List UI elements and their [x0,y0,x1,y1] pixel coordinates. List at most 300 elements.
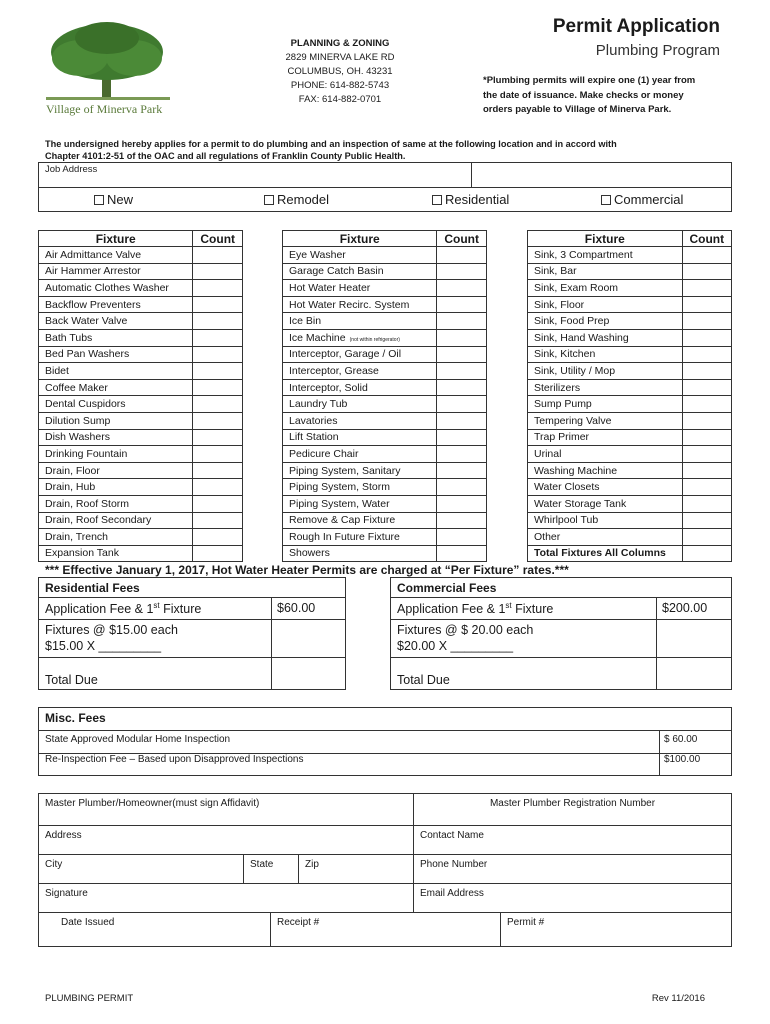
app-fee-sup: st [505,601,512,610]
address-label: Address [45,830,82,841]
city-field[interactable] [38,854,244,884]
fixture-label: Drain, Floor [45,464,100,477]
fixture-count-input[interactable] [682,462,731,479]
fixture-row [39,280,243,297]
fixture-count-input[interactable] [193,363,243,380]
office-fax: FAX: 614-882-0701 [298,94,382,105]
type-remodel-checkbox[interactable] [264,192,329,207]
fixture-table-1 [38,230,243,562]
fixture-row [39,379,243,396]
fixture-count-input[interactable] [193,379,243,396]
fixture-name [283,379,437,396]
fixture-name [283,479,437,496]
fixture-label: Bed Pan Washers [45,348,130,361]
type-new-label: New [107,192,134,207]
count-header: Count [193,231,243,247]
fixture-row [283,479,487,496]
fixture-row [528,280,732,297]
app-fee-sup: st [153,601,160,610]
fixture-row [528,495,732,512]
fixture-row [39,545,243,562]
effective-note: *** Effective January 1, 2017, Hot Water Heater Permits are charged at “Per Fixture” rates.*** [45,563,569,577]
fixture-label: Interceptor, Grease [289,364,379,377]
misc-fees-title: Misc. Fees [45,711,106,725]
fixture-count-input[interactable] [437,247,487,264]
fixture-label: Sink, 3 Compartment [534,248,633,261]
fixture-name [528,346,683,363]
commercial-app-fee-label [397,601,553,616]
fixture-name [39,462,193,479]
fixture-row [283,462,487,479]
fixture-name [39,329,193,346]
office-street: 2829 MINERVA LAKE RD [285,52,395,63]
fixture-row [39,479,243,496]
fixture-label: Whirlpool Tub [534,514,599,527]
fixture-name [39,280,193,297]
fixture-count-input[interactable] [437,412,487,429]
fixture-row [528,529,732,546]
residential-fees [38,577,346,692]
fixture-row [283,495,487,512]
type-new-checkbox[interactable] [94,192,133,207]
fixture-name [283,247,437,264]
fixture-header: Fixture [528,231,683,247]
fixture-row [528,412,732,429]
fixture-name [283,329,437,346]
expire-note [483,74,733,118]
fixture-count-input[interactable] [437,446,487,463]
date-issued-field[interactable] [38,912,271,947]
ice-machine-note: (not within refrigerator) [349,336,400,343]
phone-number-field[interactable] [413,854,732,884]
fixture-count-input[interactable] [682,379,731,396]
fixture-count-input[interactable] [682,296,731,313]
fixture-row [528,512,732,529]
fixture-name [39,446,193,463]
signature-field[interactable] [38,883,414,913]
fixture-name [39,412,193,429]
commercial-fees [390,577,732,692]
fixture-label: Sink, Hand Washing [534,331,629,344]
fixture-label: Dilution Sump [45,414,111,427]
fixture-row [528,346,732,363]
fixture-count-input[interactable] [437,329,487,346]
fixture-label: Laundry Tub [289,398,348,411]
fixture-row [283,529,487,546]
fixture-row [528,263,732,280]
fixture-name [39,479,193,496]
app-fee-text: Application Fee & 1 [397,602,506,617]
job-address-label: Job Address [45,164,98,175]
expire-note-line: orders payable to Village of Minerva Park. [483,104,672,115]
fixture-count-input[interactable] [193,263,243,280]
fixture-row [283,346,487,363]
fixture-name [528,313,683,330]
fixture-count-input[interactable] [193,412,243,429]
master-plumber-label: Master Plumber/Homeowner(must sign Affidavit) [45,798,260,809]
fixture-label: Bath Tubs [45,331,93,344]
fixture-name [39,296,193,313]
fixture-count-input[interactable] [437,462,487,479]
fixture-count-input[interactable] [437,263,487,280]
commercial-fixtures-line: Fixtures @ $ 20.00 each [397,623,534,637]
fixture-label: Washing Machine [534,464,618,477]
fixture-label: Other [534,530,561,543]
fixture-row [528,329,732,346]
fixture-label: Piping System, Sanitary [289,464,401,477]
fixture-count-input[interactable] [193,545,243,562]
app-fee-text: Application Fee & 1 [45,602,154,617]
fixture-row [283,545,487,562]
fixture-name [528,296,683,313]
job-address-box[interactable] [38,162,732,188]
fixture-name [528,280,683,297]
fixture-name [283,313,437,330]
fixture-name [283,280,437,297]
fixture-name [528,263,683,280]
zip-field[interactable] [298,854,414,884]
fixture-name [39,396,193,413]
fixture-count-input[interactable] [193,495,243,512]
residential-app-fee: $60.00 [277,601,316,615]
residential-fixtures-line: Fixtures @ $15.00 each [45,623,178,637]
fixture-row [39,512,243,529]
registration-number-field[interactable] [413,793,732,826]
fixture-count-input[interactable] [682,545,731,562]
fixture-count-input[interactable] [193,512,243,529]
fixture-count-input[interactable] [437,512,487,529]
fixture-count-input[interactable] [193,329,243,346]
fixture-row [283,313,487,330]
fixture-label: Dental Cuspidors [45,398,126,411]
fixture-row [283,379,487,396]
fixture-name [39,545,193,562]
fixture-name [283,429,437,446]
fixture-name [39,346,193,363]
fixture-row [39,529,243,546]
office-phone: PHONE: 614-882-5743 [290,80,390,91]
registration-number-label: Master Plumber Registration Number [489,798,656,809]
fixture-label: Expansion Tank [45,547,119,560]
fixture-name [283,545,437,562]
fixture-name [528,379,683,396]
fixture-label: Interceptor, Garage / Oil [289,348,402,361]
fixture-name [528,412,683,429]
fixture-count-input[interactable] [437,296,487,313]
fixture-count-input[interactable] [193,429,243,446]
fixture-label: Sump Pump [534,398,592,411]
fixture-row [528,247,732,264]
fixture-count-input[interactable] [193,296,243,313]
commercial-app-fee: $200.00 [662,601,708,615]
fixture-count-input[interactable] [437,379,487,396]
fixture-row [283,263,487,280]
fixture-table-3 [527,230,732,562]
fixture-row [283,396,487,413]
email-field[interactable] [413,883,732,913]
fixture-name [39,363,193,380]
fixture-row [39,329,243,346]
fixture-label: Tempering Valve [534,414,612,427]
fixture-count-input[interactable] [682,495,731,512]
fixture-label: Backflow Preventers [45,298,141,311]
city-label: City [45,859,63,870]
receipt-label: Receipt # [277,917,320,928]
page-subtitle: Plumbing Program [595,42,720,59]
fixture-count-input[interactable] [437,396,487,413]
residential-app-fee-label [45,601,201,616]
fixture-label: Sink, Exam Room [534,281,619,294]
fixture-name [283,346,437,363]
fixture-name [528,545,683,562]
fixture-header: Fixture [39,231,193,247]
fixture-count-input[interactable] [437,429,487,446]
misc-fee-label: State Approved Modular Home Inspection [45,734,231,745]
fixture-label: Ice Machine [289,331,346,344]
fixture-label: Drain, Roof Storm [45,497,130,510]
residential-total-input[interactable] [272,658,346,690]
fixture-label: Showers [289,547,330,560]
fixture-name [283,263,437,280]
type-commercial-label: Commercial [614,192,684,207]
fixture-row [528,396,732,413]
fixture-label: Total Fixtures All Columns [534,547,666,560]
fixture-row [39,495,243,512]
fixture-count-input[interactable] [682,479,731,496]
commercial-fees-title: Commercial Fees [397,581,497,595]
fixture-count-input[interactable] [682,429,731,446]
footer-left: PLUMBING PERMIT [45,993,134,1004]
count-header: Count [437,231,487,247]
fixture-label: Hot Water Recirc. System [289,298,410,311]
type-remodel-label: Remodel [277,192,330,207]
fixture-row [39,263,243,280]
fixture-label: Trap Primer [534,431,590,444]
fixture-label: Back Water Valve [45,315,128,328]
phone-number-label: Phone Number [420,859,488,870]
type-residential-checkbox[interactable] [432,192,509,207]
fixture-row [39,396,243,413]
fixture-name [528,529,683,546]
fixture-row [39,296,243,313]
fixture-name [283,363,437,380]
type-residential-label: Residential [445,192,510,207]
commercial-fixtures-input[interactable]: $20.00 X _________ [397,639,514,653]
fixture-label: Sterilizers [534,381,581,394]
fixture-label: Ice Bin [289,315,322,328]
fixture-label: Sink, Kitchen [534,348,596,361]
fixture-label: Air Hammer Arrestor [45,265,141,278]
fixture-count-input[interactable] [682,280,731,297]
fixture-label: Lavatories [289,414,338,427]
fixture-row [528,313,732,330]
fixture-count-input[interactable] [682,263,731,280]
date-issued-label: Date Issued [61,917,115,928]
fixture-row [283,446,487,463]
app-fee-text: Fixture [511,602,554,617]
app-fee-text: Fixture [159,602,202,617]
fixture-name [283,462,437,479]
fixture-row [528,296,732,313]
fixture-row [528,479,732,496]
fixture-row [283,363,487,380]
fixture-count-input[interactable] [437,363,487,380]
fixture-label: Water Storage Tank [534,497,627,510]
fixture-label: Air Admittance Valve [45,248,142,261]
fixture-count-input[interactable] [193,313,243,330]
office-dept: PLANNING & ZONING [290,38,390,49]
fixture-count-input[interactable] [193,529,243,546]
misc-fee-label: Re-Inspection Fee – Based upon Disapproved Inspections [45,754,304,765]
fixture-name [528,446,683,463]
office-info [270,37,410,107]
fixture-label: Garage Catch Basin [289,265,384,278]
fixture-label: Bidet [45,364,69,377]
fixture-count-input[interactable] [437,545,487,562]
fixture-name [528,396,683,413]
permit-number-label: Permit # [507,917,545,928]
fixture-label: Water Closets [534,481,600,494]
master-plumber-field[interactable] [38,793,414,826]
permit-number-field[interactable] [500,912,732,947]
fixture-label: Coffee Maker [45,381,108,394]
expire-note-line: the date of issuance. Make checks or money [483,89,684,101]
village-logo [40,20,175,120]
fixture-label: Urinal [534,447,562,460]
fixture-label: Drain, Roof Secondary [45,514,152,527]
fixture-name [528,363,683,380]
fixture-row [39,247,243,264]
fixture-row [528,462,732,479]
permit-type-row [38,188,732,212]
fixture-label: Sink, Floor [534,298,585,311]
misc-fees [38,707,732,776]
fixture-row [39,429,243,446]
fixture-count-input[interactable] [437,313,487,330]
fixture-count-input[interactable] [437,479,487,496]
zip-label: Zip [305,859,319,870]
fixture-label: Pedicure Chair [289,447,359,460]
fixture-label: Automatic Clothes Washer [45,281,169,294]
fixture-label: Sink, Utility / Mop [534,364,616,377]
fixture-row [283,429,487,446]
fixture-count-input[interactable] [437,529,487,546]
misc-fee-value: $ 60.00 [664,734,698,745]
fixture-name [283,296,437,313]
fixture-row [528,363,732,380]
fixture-count-input[interactable] [437,346,487,363]
fixture-label: Hot Water Heater [289,281,371,294]
expire-note-line: *Plumbing permits will expire one (1) year from [483,75,696,86]
fixture-count-input[interactable] [193,446,243,463]
fixture-count-input[interactable] [682,512,731,529]
fixture-count-input[interactable] [682,329,731,346]
fixture-count-input[interactable] [437,280,487,297]
residential-total-label: Total Due [45,673,98,687]
fixture-row [39,313,243,330]
fixture-label: Sink, Food Prep [534,315,610,328]
fixture-count-input[interactable] [682,247,731,264]
fixture-name [528,512,683,529]
state-field[interactable] [243,854,299,884]
fixture-name [528,495,683,512]
address-field[interactable] [38,825,414,855]
fixture-name [283,495,437,512]
page-title: Permit Application [552,16,720,37]
fixture-name [528,247,683,264]
fixture-row [528,429,732,446]
fixture-count-input[interactable] [682,412,731,429]
fixture-name [528,462,683,479]
logo-name: Village of Minerva Park [46,102,163,116]
fixture-row [39,446,243,463]
fixture-name [39,512,193,529]
type-commercial-checkbox[interactable] [601,192,683,207]
fixture-header: Fixture [283,231,437,247]
fixture-count-input[interactable] [193,346,243,363]
fixture-name [39,495,193,512]
fixture-row [39,412,243,429]
fixture-name [528,429,683,446]
misc-fee-value: $100.00 [664,754,701,765]
email-label: Email Address [420,888,484,899]
fixture-count-input[interactable] [682,446,731,463]
fixture-name [528,329,683,346]
fixture-name [39,379,193,396]
fixture-name [528,479,683,496]
fixture-count-input[interactable] [193,280,243,297]
tree-icon [40,20,175,102]
count-header: Count [682,231,731,247]
receipt-field[interactable] [270,912,501,947]
fixture-row [283,280,487,297]
fixture-count-input[interactable] [682,529,731,546]
fixture-name [39,263,193,280]
fixture-count-input[interactable] [193,247,243,264]
fixture-row [283,247,487,264]
fixture-name [39,529,193,546]
fixture-name [283,512,437,529]
fixture-count-input[interactable] [682,396,731,413]
fixture-label: Sink, Bar [534,265,577,278]
fixture-count-input[interactable] [437,495,487,512]
fixture-row [528,545,732,562]
fixture-row [528,446,732,463]
fixture-label: Drain, Hub [45,481,96,494]
footer-right: Rev 11/2016 [651,993,705,1004]
fixture-count-input[interactable] [193,396,243,413]
fixture-count-input[interactable] [682,313,731,330]
fixture-label: Interceptor, Solid [289,381,368,394]
fixture-count-input[interactable] [193,479,243,496]
fixture-count-input[interactable] [193,462,243,479]
fixture-label: Piping System, Water [289,497,390,510]
intro-line: The undersigned hereby applies for a permit to do plumbing and an inspection of same at the following location and in accord with [45,139,617,149]
commercial-total-input[interactable] [657,658,732,690]
fixture-name [39,313,193,330]
fixture-row [283,412,487,429]
fixture-row [283,329,487,346]
fixture-count-input[interactable] [682,363,731,380]
fixture-row [283,512,487,529]
residential-fixtures-input[interactable]: $15.00 X _________ [45,639,162,653]
contact-name-field[interactable] [413,825,732,855]
fixture-label: Remove & Cap Fixture [289,514,396,527]
fixture-count-input[interactable] [682,346,731,363]
contact-name-label: Contact Name [420,830,484,841]
fixture-table-2 [282,230,487,562]
fixture-name [283,396,437,413]
